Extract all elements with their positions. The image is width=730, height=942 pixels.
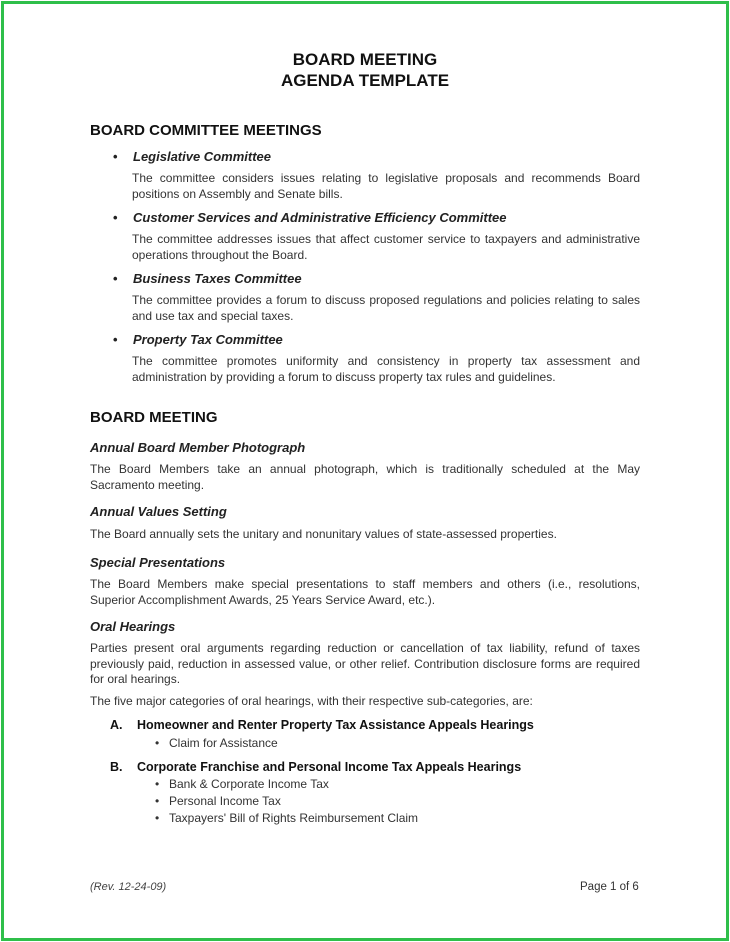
committee-text-business-taxes: The committee provides a forum to discuss proposed regulations and policies relating to sales and use tax and special taxes. <box>132 293 640 323</box>
bullet-icon: • <box>155 811 160 825</box>
meeting-section-heading: BOARD MEETING <box>90 409 218 426</box>
committee-text-customer-services: The committee addresses issues that affect customer service to taxpayers and administrative operations throughout the Board. <box>132 232 640 262</box>
category-title-a: Homeowner and Renter Property Tax Assistance Appeals Hearings <box>137 718 534 732</box>
subsection-title-photograph: Annual Board Member Photograph <box>90 440 306 455</box>
revision-note: (Rev. 12-24-09) <box>90 881 167 893</box>
list-item <box>155 794 281 808</box>
bullet-icon: • <box>113 210 118 225</box>
bullet-icon: • <box>113 332 118 347</box>
page-number: Page 1 of 6 <box>580 881 639 893</box>
committee-text-property-tax: The committee promotes uniformity and consistency in property tax assessment and administration by providing a forum to discuss property tax rules and guidelines. <box>132 354 640 384</box>
subsection-title-special-presentations: Special Presentations <box>90 555 226 570</box>
list-item-text: Taxpayers' Bill of Rights Reimbursement Claim <box>169 811 419 825</box>
committee-title-business-taxes: Business Taxes Committee <box>133 271 302 286</box>
list-item-text: Bank & Corporate Income Tax <box>169 777 329 791</box>
committee-section-heading: BOARD COMMITTEE MEETINGS <box>90 122 322 139</box>
list-item <box>155 777 329 791</box>
bullet-icon: • <box>113 271 118 286</box>
bullet-icon: • <box>155 777 160 791</box>
committee-title-property-tax: Property Tax Committee <box>133 332 283 347</box>
list-item-text: Personal Income Tax <box>169 794 281 808</box>
category-title-b: Corporate Franchise and Personal Income Tax Appeals Hearings <box>137 760 522 774</box>
document-title-line2: AGENDA TEMPLATE <box>280 71 450 90</box>
list-item <box>155 736 278 750</box>
list-item-text: Claim for Assistance <box>169 736 278 750</box>
category-label-b: B. <box>110 760 123 774</box>
subsection-text-oral-hearings: Parties present oral arguments regarding reduction or cancellation of tax liability, refund of taxes previously paid, reduction in assessed value, or other relief. Contribution disclosure forms are required for oral hearings. <box>90 641 640 686</box>
committee-text-legislative: The committee considers issues relating to legislative proposals and recommends Board positions on Assembly and Senate bills. <box>132 171 640 201</box>
category-label-a: A. <box>110 718 123 732</box>
committee-title-customer-services: Customer Services and Administrative Efficiency Committee <box>133 210 507 225</box>
subsection-text-photograph: The Board Members take an annual photograph, which is traditionally scheduled at the May Sacramento meeting. <box>90 462 640 492</box>
bullet-icon: • <box>113 149 118 164</box>
subsection-title-oral-hearings: Oral Hearings <box>90 619 176 634</box>
committee-title-legislative: Legislative Committee <box>133 149 271 164</box>
bullet-icon: • <box>155 794 160 808</box>
bullet-icon: • <box>155 736 160 750</box>
subsection-title-values-setting: Annual Values Setting <box>90 504 227 519</box>
subsection-text-values-setting: The Board annually sets the unitary and nonunitary values of state-assessed properties. <box>90 527 557 541</box>
subsection-text-special-presentations: The Board Members make special presentations to staff members and others (i.e., resolutions, Superior Accomplishment Awards, 25 Years Service Award, etc.). <box>90 577 640 607</box>
subsection-text-oral-hearings-categories: The five major categories of oral hearings, with their respective sub-categories, are: <box>90 694 533 708</box>
document-title-line1: BOARD MEETING <box>292 50 438 69</box>
list-item <box>155 811 418 825</box>
